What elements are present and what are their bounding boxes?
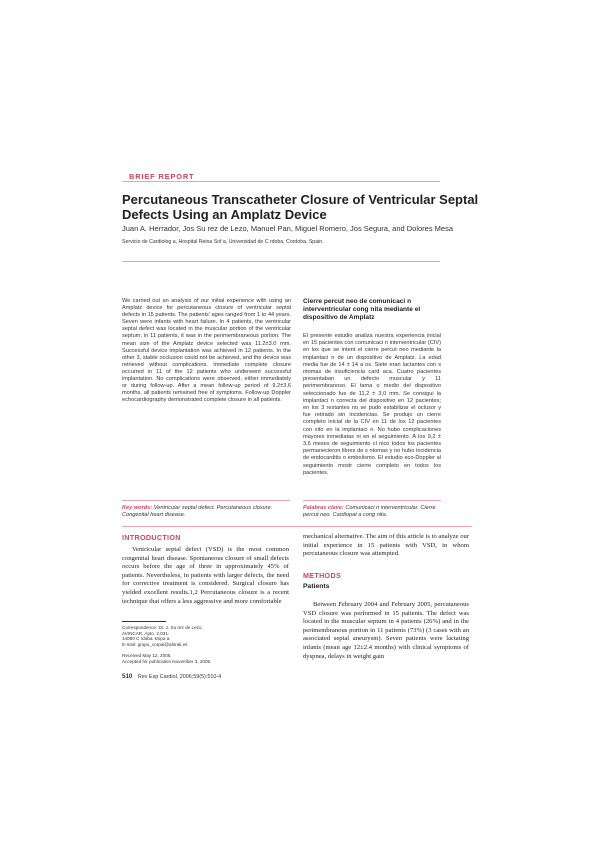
patients-text: Between February 2004 and February 2005, percutaneous VSD closure was performed in 15 patients. The defect was located in the muscular septum in 4 patients (26%) and in the perimembranous portion in 11 patients (73%) (3 cases with an associated septal aneurysm). Seven patients were lactating infants (mean age 12±2.4 months) with clinical symptoms of dyspnea, delays in weight gain bbox=[303, 601, 469, 660]
abstract-keywords bbox=[122, 505, 294, 519]
introduction-continuation: mechanical alternative. The aim of this article is to analyze our initial experience in 15 patients with VSD, in whom percutaneous closure was attempted. bbox=[303, 533, 469, 558]
received-date: Received May 12, 2005. bbox=[122, 652, 172, 658]
keywords-text: Ventricular septal defect. Percutaneous closure. Congenital heart disease. bbox=[122, 505, 273, 519]
methods-heading: METHODS bbox=[303, 571, 342, 580]
resumen-title: Cierre percut neo de comunicaci n interventricular cong nita mediante el dispositivo de Amplatz bbox=[303, 298, 421, 322]
resumen-keywords bbox=[303, 505, 443, 519]
correspondence-line: Correspondence: Dr. J. Su rez de Lezo. bbox=[122, 625, 203, 630]
introduction-text: Ventricular septal defect (VSD) is the most common congenital heart disease. Spontaneous closure of small defects occurs before the age of three in approximately 45% of patients. Nevertheless, in patients with larger defects, the need for corrective treatment is considered. Surgical closure has yielded excellent results.1,2 Percutaneous closure is a recent technique that offers a less aggressive and more comfortable bbox=[122, 546, 289, 605]
introduction-heading: INTRODUCTION bbox=[122, 533, 181, 542]
article-title: Percutaneous Transcatheter Closure of Ventricular Septal Defects Using an Amplatz Device bbox=[122, 192, 479, 222]
keywords-label: Key words: bbox=[122, 505, 153, 511]
section-label: BRIEF REPORT bbox=[129, 172, 195, 181]
title-rule bbox=[122, 261, 440, 262]
corr-rule bbox=[122, 621, 166, 622]
palabras-label: Palabras clave: bbox=[303, 505, 344, 511]
resumen-rule bbox=[303, 500, 441, 501]
abstract-text: We carried out an analysis of our initial experience with using an Amplatz device for percutaneous closure of ventricular septal defects in 15 patients. The patients' ages ranged from 1 to 44 years. Seven were infants with heart failure. In 4 patients, the ventricular septal defect was located in the muscular portion of the ventricular septum; in 11 patients, it was in the perimembraneous portion. The mean size of the Amplatz device selected was 11.2±3.0 mm. Successful device implantation was achieved in 12 patients. In the other 3, stable occlusion could not be achieved, and the device was retrieved without complications. Immediate complete closure occurred in 11 of the 12 patients who underwent successful implantation. No complications were observed, either immediately or during follow-up. After a mean follow-up period of 9.2±3.6 months, all patients remained free of symptoms. Follow-up Doppler echocardiography demonstrated complete closure in all patients. bbox=[122, 298, 291, 404]
patients-heading: Patients bbox=[303, 583, 330, 590]
correspondence-line: AVINCAR, Apto. 2.031. bbox=[122, 630, 170, 636]
header-rule bbox=[122, 181, 440, 182]
page-number: 510 bbox=[122, 673, 133, 680]
correspondence-email: E-mail: grupo_corpal@ahirali.es bbox=[122, 642, 188, 648]
resumen-text: El presente estudio analiza nuestra experiencia inicial en 15 pacientes con comunicaci n interventricular (CIV) en los que se intent el cierre percut neo mediante la implantaci n de un dispositivo de Amplatz. La edad media fue de 14 ± 14 a os. Siete eran lactantes con s ntomas de insuficiencia card aca. Cuatro pacientes presentaban un defecto muscular y 11 perimembranoso. El tama o medio del dispositivo seleccionado fue de 11,2 ± 3,0 mm. Se consigui la implantaci n correcta del dispositivo en 12 pacientes; en los 3 restantes no se pudo estabilizar el oclusor y fue retirado sin incidencias. Se produjo un cierre completo inicial de la CIV en 11 de los 12 pacientes con xito en la implantaci n. No hubo complicaciones mayores inmediatas ni en el seguimiento. A los 9,2 ± 3,6 meses de seguimiento cl nico todos los pacientes permanecieron libres de s ntomas y no hubo incidencia de endocarditis o embolismo. El estudio eco-Doppler al seguimiento mostr cierre completo en todos los pacientes. bbox=[303, 333, 441, 476]
page-footer bbox=[122, 673, 221, 680]
article-affiliation: Servicio de Cardiolog a, Hospital Reina Sof a, Universidad de C rdoba, Cordoba, Spain. bbox=[122, 239, 324, 245]
body-rule bbox=[122, 526, 472, 527]
correspondence bbox=[122, 625, 272, 664]
article-authors: Juan A. Herrador, Jos Su rez de Lezo, Manuel Pan, Miguel Romero, Jos Segura, and Dolores Mesa bbox=[122, 224, 454, 233]
palabras-text: Comunicaci n interventricular. Cierre percut neo. Cardiopat a cong nita. bbox=[303, 505, 436, 519]
journal-citation: Rev Esp Cardiol. 2006;59(5):510-4 bbox=[137, 674, 222, 680]
accepted-date: Accepted for publication November 3, 2005. bbox=[122, 658, 212, 664]
correspondence-line: 14080 C rdoba. Espa a. bbox=[122, 636, 171, 642]
abstract-rule bbox=[122, 500, 290, 501]
